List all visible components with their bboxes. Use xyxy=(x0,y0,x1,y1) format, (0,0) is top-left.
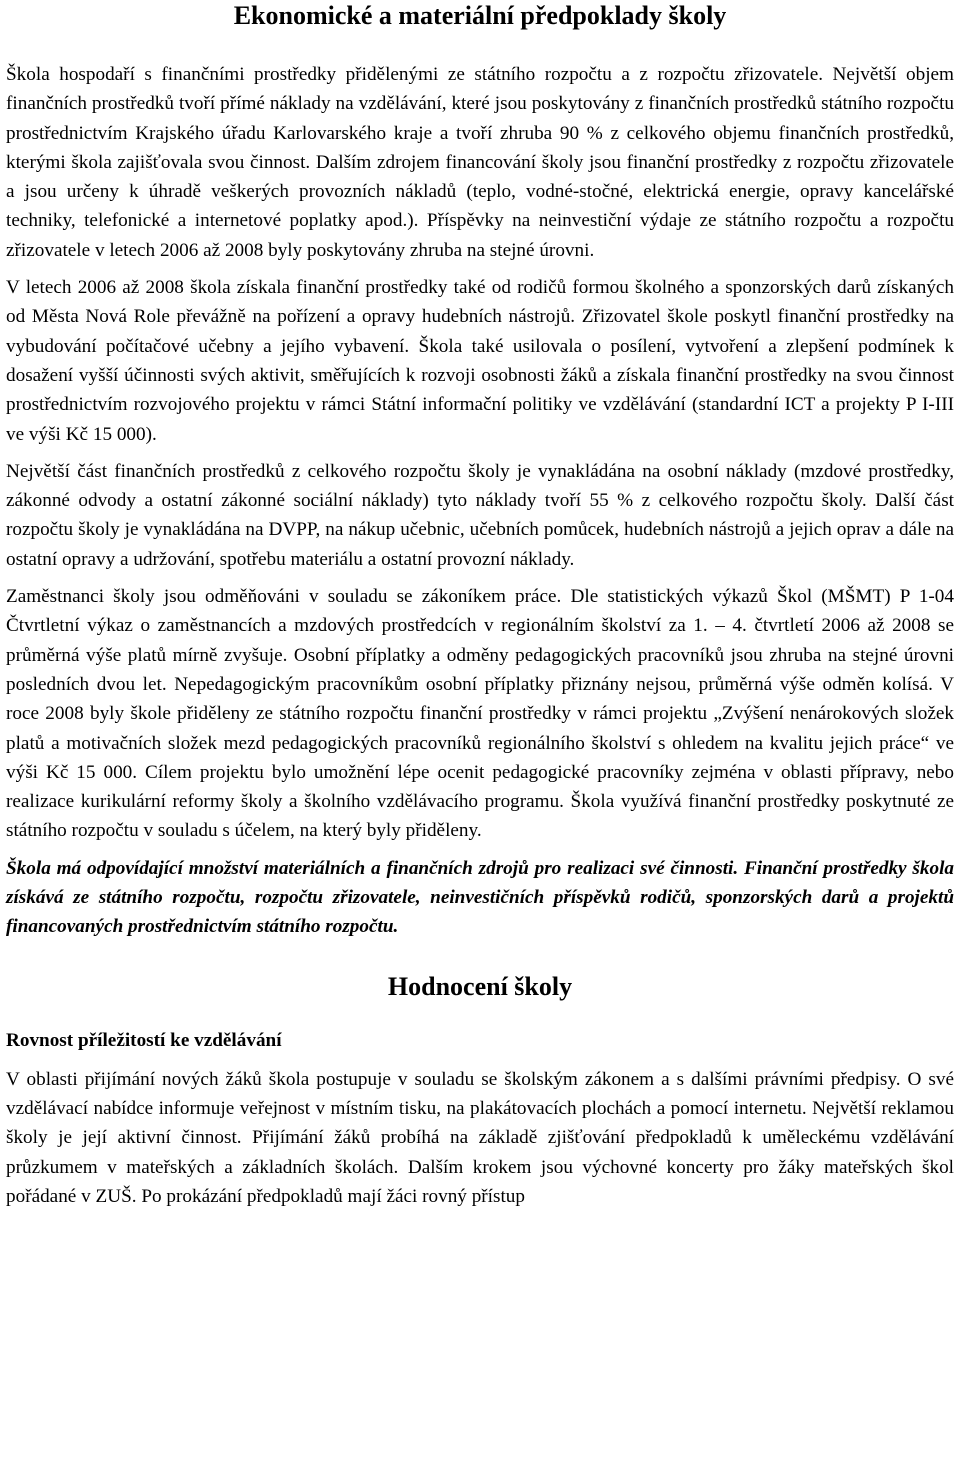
paragraph-admissions: V oblasti přijímání nových žáků škola postupuje v souladu se školským zákonem a s dalšími právními předpisy. O své vzdělávací nabídce informuje veřejnost v místním tisku, na plakátovacích plochách a pomocí internetu. Největší reklamou školy je její aktivní činnost. Přijímání žáků probíhá na základě zjišťování předpokladů k uměleckému vzdělávání průzkumem v mateřských a základních školách. Dalším krokem jsou výchovné koncerty pro žáky mateřských škol pořádané v ZUŠ. Po prokázání předpokladů mají žáci rovný přístup xyxy=(6,1068,954,1207)
section-subheading: Rovnost příležitostí ke vzdělávání xyxy=(6,1029,282,1051)
page-title: Ekonomické a materiální předpoklady školy xyxy=(233,1,727,30)
economic-section-body xyxy=(6,60,954,942)
section-title: Hodnocení školy xyxy=(387,971,573,1001)
paragraph-funding-sources: Škola hospodaří s finančními prostředky přidělenými ze státního rozpočtu a z rozpočtu zřizovatele. Největší objem finančních prostředků tvoří přímé náklady na vzdělávání, které jsou poskytovány z finančních prostředků státního rozpočtu prostřednictvím Krajského úřadu Karlovarského kraje a tvoří zhruba 90 % z celkového objemu finančních prostředků, kterými škola zajišťovala svou činnost. Dalším zdrojem financování školy jsou finanční prostředky z rozpočtu zřizovatele a jsou určeny k úhradě veškerých provozních nákladů (teplo, vodné-stočné, elektrická energie, opravy kancelářské techniky, telefonické a internetové poplatky apod.). Příspěvky na neinvestiční výdaje ze státního rozpočtu a rozpočtu zřizovatele v letech 2006 až 2008 byly poskytovány zhruba na stejné úrovni. xyxy=(6,64,954,261)
paragraph-additional-funding: V letech 2006 až 2008 škola získala finanční prostředky také od rodičů formou školného a sponzorských darů získaných od Města Nová Role převážně na pořízení a opravy hudebních nástrojů. Zřizovatel škole poskytl finanční prostředky na vybudování počítačové učebny a jejího vybavení. Škola také usilovala o posílení, vytvoření a zlepšení podmínek k dosažení vyšší účinnosti svých aktivit, směřujících k rozvoji osobnosti žáků a získala finanční prostředky na svou činnost prostřednictvím rozvojového projektu v rámci Státní informační politiky ve vzdělávání (standardní ICT a projekty P I-III ve výši Kč 15 000). xyxy=(6,277,954,445)
paragraph-employee-pay: Zaměstnanci školy jsou odměňováni v souladu se zákoníkem práce. Dle statistických výkazů Škol (MŠMT) P 1-04 Čtvrtletní výkaz o zaměstnancích a mzdových prostředcích v regionálním školství za 1. – 4. čtvrtletí 2006 až 2008 se průměrná výše platů mírně zvyšuje. Osobní příplatky a odměny pedagogických pracovníků jsou zhruba na stejné úrovni posledních dvou let. Nepedagogickým pracovníkům osobní příplatky přiznány nejsou, průměrná výše odměn kolísá. V roce 2008 byly škole přiděleny ze státního rozpočtu finanční prostředky v rámci projektu „Zvýšení nenárokových složek platů a motivačních složek mezd pedagogických pracovníků regionálního školství s ohledem na kvalitu jejich práce“ ve výši Kč 15 000. Cílem projektu bylo umožnění lépe ocenit pedagogické pracovníky zejména v oblasti přípravy, nebo realizace kurikulární reformy školy a školního vzdělávacího programu. Škola využívá finanční prostředky poskytnuté ze státního rozpočtu v souladu s účelem, na který byly přiděleny. xyxy=(6,586,954,842)
paragraph-budget-allocation: Největší část finančních prostředků z celkového rozpočtu školy je vynakládána na osobní náklady (mzdové prostředky, zákonné odvody a ostatní zákonné sociální náklady) tyto náklady tvoří 55 % z celkového rozpočtu školy. Další část rozpočtu školy je vynakládána na DVPP, na nákup učebnic, učebních pomůcek, hudebních nástrojů a jejich oprav a dále na ostatní opravy a udržování, spotřebu materiálu a ostatní provozní náklady. xyxy=(6,460,954,570)
paragraph-conclusion: Škola má odpovídající množství materiálních a finančních zdrojů pro realizaci své činnosti. Finanční prostředky škola získává ze státního rozpočtu, rozpočtu zřizovatele, neinvestičních příspěvků rodičů, sponzorských darů a projektů financovaných prostřednictvím státního rozpočtu. xyxy=(6,857,954,938)
